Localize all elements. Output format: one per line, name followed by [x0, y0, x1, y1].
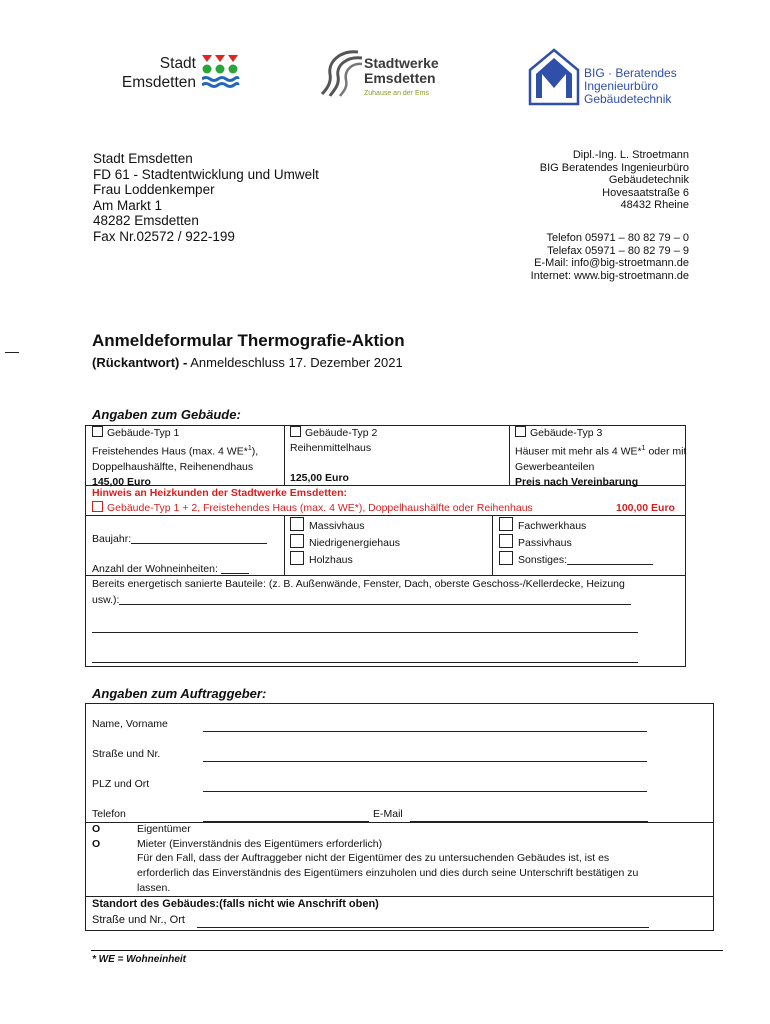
type2-price: 125,00 Euro: [290, 472, 349, 484]
divider: [284, 515, 285, 575]
option-label: Holzhaus: [309, 554, 353, 566]
divider: [492, 515, 493, 575]
option-label: Sonstiges:: [518, 554, 568, 566]
notice-price: 100,00 Euro: [616, 502, 675, 514]
divider: [509, 425, 510, 485]
type2-cell[interactable]: [290, 426, 377, 486]
contact-line: Telefax 05971 – 80 82 79 – 9: [547, 244, 689, 257]
renovated-line[interactable]: [119, 593, 631, 605]
checkbox[interactable]: [290, 426, 301, 437]
notice-option-label: Gebäude-Typ 1 + 2, Freistehendes Haus (max. 4 WE*), Doppelhaushälfte oder Reihenhaus: [107, 502, 533, 514]
checkbox[interactable]: [515, 426, 526, 437]
tenant-note: erforderlich das Einverständnis des Eigentümers einzuholen und dies durch seine Unterschrift bestätigen zu: [137, 867, 639, 879]
baujahr-line[interactable]: [131, 532, 267, 544]
stadt-emsdetten-logo: [108, 52, 243, 97]
street-input-line[interactable]: [203, 761, 647, 762]
address-line: Fax Nr.02572 / 922-199: [93, 228, 235, 244]
we-label: Anzahl der Wohneinheiten:: [92, 563, 218, 575]
address-line: 48432 Rheine: [620, 199, 689, 212]
logo-text: Emsdetten: [364, 70, 436, 86]
renovated-label: Bereits energetisch sanierte Bauteile: (z. B. Außenwände, Fenster, Dach, oberste Geschoss-/Kellerdecke, Heizung: [92, 578, 625, 590]
contact-line: Internet: www.big-stroetmann.de: [530, 269, 689, 282]
logo-text: Gebäudetechnik: [584, 92, 672, 106]
type1-price: 145,00 Euro: [92, 475, 151, 488]
address-line: Frau Loddenkemper: [93, 182, 215, 197]
logo-text: Ingenieurbüro: [584, 79, 659, 93]
subtitle-bold: (Rückantwort) -: [92, 355, 188, 370]
tenant-radio[interactable]: O: [92, 838, 101, 850]
email-label: E-Mail: [373, 808, 403, 820]
page-title: Anmeldeformular Thermografie-Aktion: [92, 331, 405, 350]
address-line: Stadt Emsdetten: [93, 151, 193, 166]
address-line: Am Markt 1: [93, 197, 163, 213]
type3-desc: Häuser mit mehr als 4 WE*: [515, 445, 642, 458]
checkbox[interactable]: [92, 426, 103, 437]
big-logo: [528, 48, 688, 106]
logo-text: Stadt: [159, 55, 196, 72]
city-input-line[interactable]: [203, 791, 647, 792]
superscript: 1: [641, 445, 646, 452]
type3-desc: Gewerbeanteilen: [515, 460, 595, 473]
client-heading: Angaben zum Auftraggeber:: [92, 686, 267, 701]
address-line: Dipl.-Ing. L. Stroetmann: [572, 149, 689, 161]
superscript: 1: [247, 445, 252, 452]
type2-desc: Reihenmittelhaus: [290, 442, 372, 454]
checkbox[interactable]: [290, 534, 304, 548]
location-input-line[interactable]: [197, 927, 649, 928]
street-label: Straße und Nr.: [92, 748, 161, 760]
option-label: Passivhaus: [518, 537, 572, 549]
address-line: 48282 Emsdetten: [93, 213, 199, 228]
type1-desc: ),: [251, 445, 259, 458]
we-field[interactable]: [92, 562, 249, 577]
baujahr-field[interactable]: [92, 532, 267, 547]
owner-label: Eigentümer: [137, 823, 191, 835]
footer-rule: [91, 950, 723, 951]
option-label: Niedrigenergiehaus: [309, 537, 401, 549]
contact-line: Telefon 05971 – 80 82 79 – 0: [546, 232, 689, 244]
building-heading: Angaben zum Gebäude:: [92, 407, 241, 422]
type3-label: Gebäude-Typ 3: [530, 427, 603, 439]
type2-label: Gebäude-Typ 2: [305, 427, 378, 439]
stadtwerke-logo: [320, 46, 460, 102]
swoosh-icon: [320, 48, 364, 98]
type1-label: Gebäude-Typ 1: [107, 427, 180, 439]
notice-option[interactable]: [92, 501, 533, 516]
location-title: Standort des Gebäudes:(falls nicht wie Anschrift oben): [92, 898, 379, 910]
subtitle: [92, 355, 403, 370]
checkbox[interactable]: [290, 517, 304, 531]
footnote: * WE = Wohneinheit: [92, 954, 186, 965]
address-line: FD 61 - Stadtentwicklung und Umwelt: [93, 166, 319, 182]
city-crest-icon: [202, 55, 242, 93]
phone-label: Telefon: [92, 808, 126, 820]
checkbox[interactable]: [92, 501, 103, 512]
tenant-note: Für den Fall, dass der Auftraggeber nicht der Eigentümer des zu untersuchenden Gebäudes ist, ist es: [137, 852, 610, 864]
renovated-line[interactable]: [92, 632, 638, 633]
type3-cell[interactable]: [515, 426, 686, 490]
logo-tagline: Zuhause an der Ems: [364, 90, 429, 97]
checkbox[interactable]: [290, 551, 304, 565]
checkbox[interactable]: [499, 517, 513, 531]
option-label: Massivhaus: [309, 520, 365, 532]
construction-options[interactable]: [290, 517, 400, 568]
address-line: Gebäudetechnik: [608, 174, 689, 187]
location-label: Straße und Nr., Ort: [92, 914, 185, 926]
type3-desc: oder mit: [645, 445, 687, 458]
sender-contact: [531, 232, 689, 282]
checkbox[interactable]: [499, 534, 513, 548]
we-line[interactable]: [221, 562, 249, 574]
contact-line: E-Mail: info@big-stroetmann.de: [534, 257, 689, 270]
house-icon: [528, 48, 580, 106]
type1-desc: Freistehendes Haus (max. 4 WE*: [92, 445, 248, 458]
city-label: PLZ und Ort: [92, 778, 150, 790]
renovated-field[interactable]: [92, 593, 631, 608]
address-line: Hovesaatstraße 6: [602, 186, 689, 199]
construction-options-2[interactable]: [499, 517, 653, 568]
type1-desc: Doppelhaushälfte, Reihenendhaus: [92, 460, 254, 473]
recipient-address: [93, 151, 319, 244]
name-label: Name, Vorname: [92, 718, 168, 730]
sonstiges-line[interactable]: [567, 553, 653, 565]
logo-text: Stadtwerke: [364, 55, 439, 71]
name-input-line[interactable]: [203, 731, 647, 732]
sender-address: [540, 149, 689, 212]
divider: [284, 425, 285, 485]
address-line: BIG Beratendes Ingenieurbüro: [539, 161, 689, 174]
divider: [85, 896, 713, 897]
logo-text: BIG · Beratendes: [584, 66, 677, 80]
logo-text: Emsdetten: [121, 74, 196, 91]
renovated-label-2: usw.):: [92, 594, 120, 606]
option-label: Fachwerkhaus: [518, 520, 587, 532]
type3-price: Preis nach Vereinbarung: [515, 475, 639, 488]
tenant-label: Mieter (Einverständnis des Eigentümers erforderlich): [137, 838, 383, 850]
baujahr-label: Baujahr:: [92, 533, 132, 545]
checkbox[interactable]: [499, 551, 513, 565]
renovated-line[interactable]: [92, 662, 638, 663]
notice-title: Hinweis an Heizkunden der Stadtwerke Emsdetten:: [92, 487, 347, 499]
tenant-note: lassen.: [137, 882, 171, 894]
owner-radio[interactable]: O: [92, 823, 101, 835]
fold-mark: [5, 352, 19, 353]
type1-cell[interactable]: [92, 426, 258, 490]
subtitle-rest: Anmeldeschluss 17. Dezember 2021: [187, 355, 403, 370]
